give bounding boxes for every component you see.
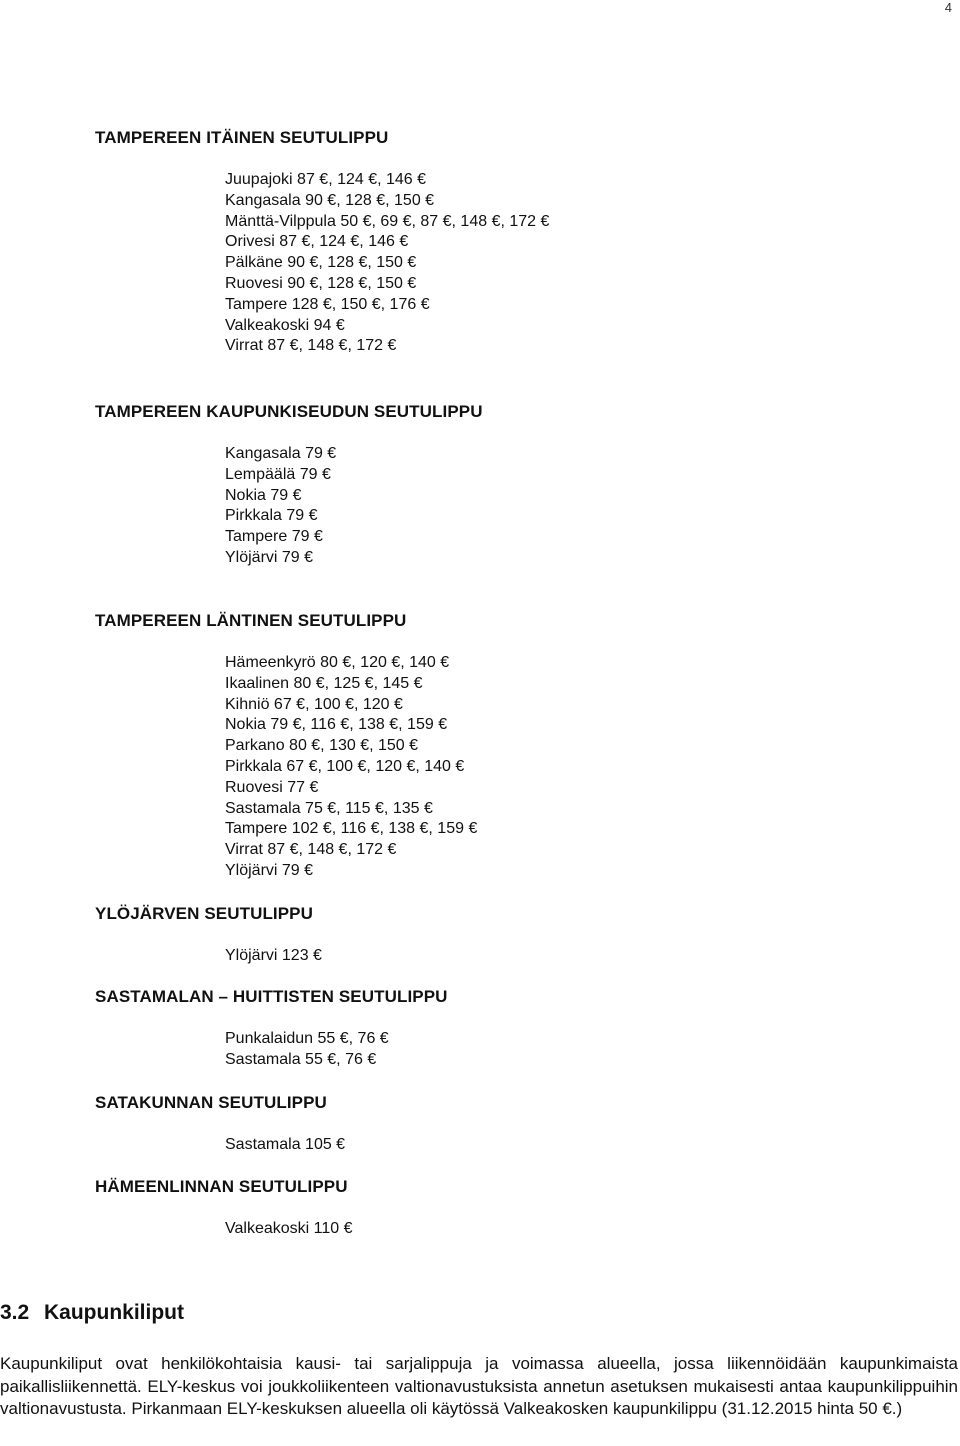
list-item: Ruovesi 77 €	[225, 778, 319, 796]
list-item: Pälkäne 90 €, 128 €, 150 €	[225, 254, 417, 272]
list-item: Pirkkala 67 €, 100 €, 120 €, 140 €	[225, 757, 465, 775]
section-hameenlinna	[95, 1176, 955, 1240]
price-list	[225, 946, 955, 967]
section-title: SATAKUNNAN SEUTULIPPU	[95, 1093, 327, 1112]
list-item: Ylöjärvi 123 €	[225, 947, 322, 964]
list-item: Kihniö 67 €, 100 €, 120 €	[225, 695, 403, 713]
price-list	[225, 444, 955, 569]
list-item: Kangasala 90 €, 128 €, 150 €	[225, 191, 435, 209]
list-item: Parkano 80 €, 130 €, 150 €	[225, 737, 419, 755]
list-item: Ruovesi 90 €, 128 €, 150 €	[225, 274, 417, 292]
list-item: Virrat 87 €, 148 €, 172 €	[225, 337, 397, 355]
list-item: Valkeakoski 94 €	[225, 316, 345, 334]
section-tampere-lantinen	[95, 610, 955, 882]
price-list	[225, 1029, 955, 1071]
list-item: Ikaalinen 80 €, 125 €, 145 €	[225, 674, 423, 692]
section-ylojarvi	[95, 903, 955, 967]
list-item: Orivesi 87 €, 124 €, 146 €	[225, 233, 409, 251]
list-item: Tampere 128 €, 150 €, 176 €	[225, 295, 430, 313]
list-item: Virrat 87 €, 148 €, 172 €	[225, 841, 397, 859]
section-title: YLÖJÄRVEN SEUTULIPPU	[95, 904, 314, 923]
list-item: Kangasala 79 €	[225, 445, 337, 462]
list-item: Juupajoki 87 €, 124 €, 146 €	[225, 171, 427, 188]
section-title: TAMPEREEN LÄNTINEN SEUTULIPPU	[95, 611, 407, 630]
price-list	[225, 1219, 955, 1240]
list-item: Ylöjärvi 79 €	[225, 861, 314, 879]
list-item: Ylöjärvi 79 €	[225, 548, 314, 566]
price-list	[225, 1135, 955, 1156]
list-item: Sastamala 105 €	[225, 1136, 346, 1153]
page-number: 4	[944, 0, 952, 15]
list-item: Sastamala 75 €, 115 €, 135 €	[225, 799, 433, 817]
body-paragraph: Kaupunkiliput ovat henkilökohtaisia kausi- tai sarjalippuja ja voimassa alueella, jossa liikennöidään kaupunkimaista paikallisliikennettä. ELY-keskus voi joukkoliikenteen valtionavustuksista annetun asetuksen mukaisesti antaa kaupunkilippuihin valtionavustusta. Pirkanmaan ELY-keskuksen alueella oli käytössä Valkeakosken kaupunkilippu (31.12.2015 hinta 50 €.)	[0, 1354, 958, 1418]
section-title: TAMPEREEN KAUPUNKISEUDUN SEUTULIPPU	[95, 402, 483, 421]
list-item: Nokia 79 €	[225, 486, 302, 504]
price-list	[225, 170, 955, 357]
section-sastamala-huittinen	[95, 986, 955, 1071]
subheading-title: Kaupunkiliput	[44, 1301, 184, 1324]
list-item: Tampere 102 €, 116 €, 138 €, 159 €	[225, 820, 478, 838]
list-item: Sastamala 55 €, 76 €	[225, 1050, 377, 1068]
list-item: Valkeakoski 110 €	[225, 1220, 353, 1237]
list-item: Nokia 79 €, 116 €, 138 €, 159 €	[225, 716, 448, 734]
list-item: Pirkkala 79 €	[225, 507, 318, 525]
subheading-kaupunkiliput	[0, 1299, 184, 1327]
price-list	[225, 653, 955, 882]
list-item: Hämeenkyrö 80 €, 120 €, 140 €	[225, 654, 450, 671]
section-title: SASTAMALAN – HUITTISTEN SEUTULIPPU	[95, 987, 448, 1006]
section-tampere-kaupunkiseutu	[95, 401, 955, 569]
section-satakunta	[95, 1092, 955, 1156]
list-item: Tampere 79 €	[225, 528, 323, 546]
section-tampere-itainen	[95, 127, 955, 357]
list-item: Punkalaidun 55 €, 76 €	[225, 1030, 389, 1047]
section-title: TAMPEREEN ITÄINEN SEUTULIPPU	[95, 128, 389, 147]
section-title: HÄMEENLINNAN SEUTULIPPU	[95, 1177, 348, 1196]
list-item: Mänttä-Vilppula 50 €, 69 €, 87 €, 148 €, 172 €	[225, 212, 550, 230]
list-item: Lempäälä 79 €	[225, 465, 331, 483]
subheading-number: 3.2	[0, 1301, 30, 1324]
